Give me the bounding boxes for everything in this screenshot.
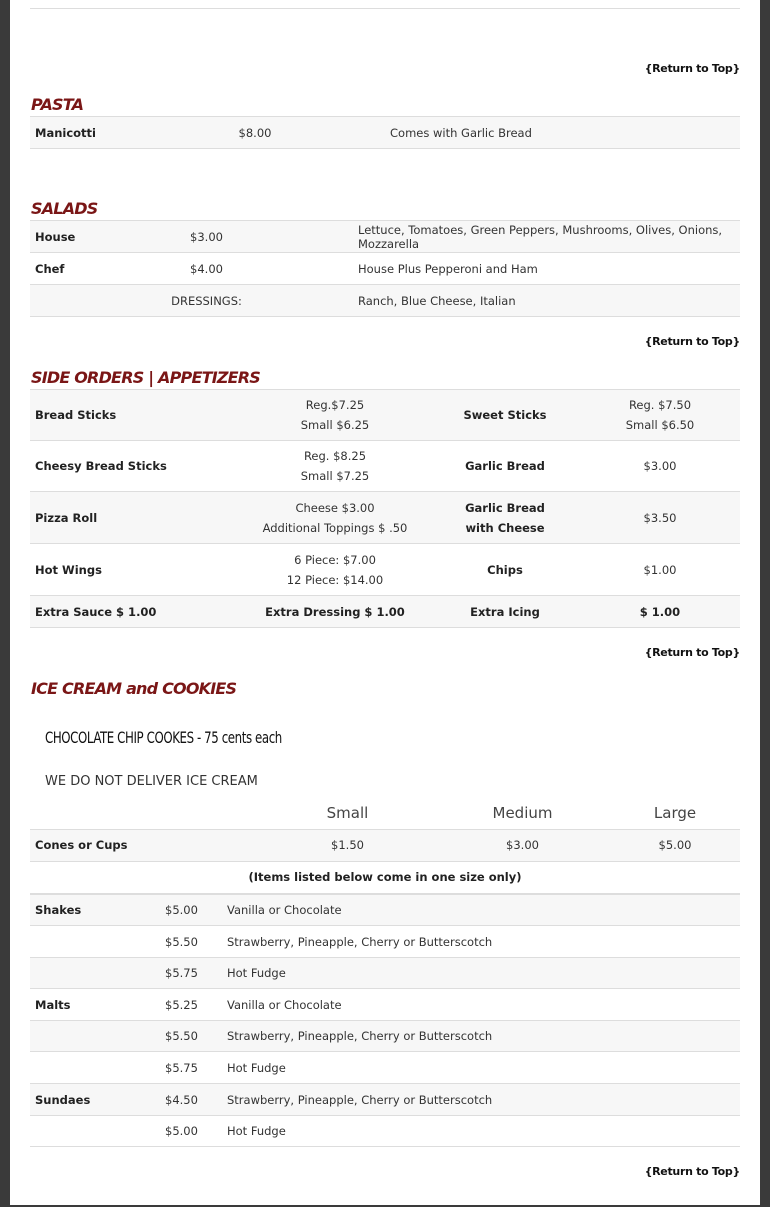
item-desc: Comes with Garlic Bread [360,117,740,149]
dressings-list: Ranch, Blue Cheese, Italian [258,285,740,317]
size-large: Large [653,803,697,822]
price-medium: $3.00 [435,829,610,861]
item-name: Malts [30,989,160,1021]
item-price: $3.00 [155,221,258,253]
extra-icing: Extra Icing [430,596,580,628]
item-name: Shakes [30,895,160,926]
item-desc: Strawberry, Pineapple, Cherry or Butterscotch [222,1084,740,1116]
item-price: $8.00 [150,117,360,149]
icecream-items-table [30,894,740,1147]
extra-icing-price: $ 1.00 [580,596,740,628]
table-row [30,596,740,628]
cookies-note: CHOCOLATE CHIP COOKES - 75 cents each [45,728,282,747]
item-price: $5.75 [160,1052,222,1084]
item-price: 6 Piece: $7.00 12 Piece: $14.00 [240,544,430,596]
table-row [30,829,740,861]
item-name: Chef [30,253,155,285]
item-desc: Lettuce, Tomatoes, Green Peppers, Mushrooms, Olives, Onions, Mozzarella [258,221,740,253]
item-desc: Hot Fudge [222,1052,740,1084]
item-name-2: Garlic Bread [430,441,580,492]
section-title-icecream: ICE CREAM and COOKIES [31,679,237,698]
item-name-2: Sweet Sticks [430,390,580,441]
item-price: $4.50 [160,1084,222,1116]
table-row [30,441,740,492]
item-price: $5.00 [160,895,222,926]
table-row [30,1116,740,1147]
item-desc: House Plus Pepperoni and Ham [258,253,740,285]
item-desc: Hot Fudge [222,958,740,989]
size-header-row [30,797,740,829]
return-to-top-link[interactable]: {Return to Top} [644,335,740,348]
item-price: $5.50 [160,1021,222,1052]
section-title-salads: SALADS [31,199,98,218]
no-delivery-note: WE DO NOT DELIVER ICE CREAM [45,774,258,789]
table-row [30,390,740,441]
item-name [30,1052,160,1084]
item-desc: Hot Fudge [222,1116,740,1147]
item-name [30,926,160,958]
return-to-top-link[interactable]: {Return to Top} [644,646,740,659]
table-row [30,544,740,596]
table-row [30,1052,740,1084]
return-to-top-link[interactable]: {Return to Top} [644,62,740,75]
item-name [30,1116,160,1147]
item-desc: Strawberry, Pineapple, Cherry or Butterscotch [222,1021,740,1052]
salads-table [30,220,740,317]
item-price-2: $3.50 [580,492,740,544]
item-name: Sundaes [30,1084,160,1116]
table-row [30,861,740,893]
item-name [30,958,160,989]
item-desc: Vanilla or Chocolate [222,895,740,926]
item-price: $5.75 [160,958,222,989]
return-to-top-link[interactable]: {Return to Top} [644,1165,740,1178]
section-title-pasta: PASTA [31,95,84,114]
table-row [30,492,740,544]
extra-dressing: Extra Dressing $ 1.00 [240,596,430,628]
table-row [30,117,740,149]
cones-table [30,797,740,894]
item-name: Hot Wings [30,544,240,596]
pasta-table [30,116,740,149]
item-price-2: $3.00 [580,441,740,492]
item-name-2: Chips [430,544,580,596]
table-row [30,989,740,1021]
item-price-2: $1.00 [580,544,740,596]
item-price: $4.00 [155,253,258,285]
sides-table [30,389,740,628]
item-name [30,1021,160,1052]
divider [30,0,740,9]
table-row [30,1021,740,1052]
item-price: Reg. $8.25 Small $7.25 [240,441,430,492]
table-row [30,895,740,926]
table-row [30,221,740,253]
item-price: $5.50 [160,926,222,958]
one-size-note: (Items listed below come in one size only) [30,861,740,893]
item-price: Cheese $3.00 Additional Toppings $ .50 [240,492,430,544]
size-medium: Medium [492,803,553,822]
item-desc: Vanilla or Chocolate [222,989,740,1021]
item-price: $5.25 [160,989,222,1021]
price-small: $1.50 [260,829,435,861]
table-row [30,958,740,989]
item-name: Manicotti [30,117,150,149]
section-title-sides: SIDE ORDERS | APPETIZERS [31,368,261,387]
item-price: $5.00 [160,1116,222,1147]
item-desc: Strawberry, Pineapple, Cherry or Butterscotch [222,926,740,958]
extra-sauce: Extra Sauce $ 1.00 [30,596,240,628]
item-name: Cheesy Bread Sticks [30,441,240,492]
item-name-2: Garlic Bread with Cheese [430,492,580,544]
menu-page [10,0,760,1205]
item-name: Cones or Cups [30,829,260,861]
item-price-2: Reg. $7.50 Small $6.50 [580,390,740,441]
table-row [30,1084,740,1116]
size-small: Small [326,803,369,822]
table-row [30,285,740,317]
item-price: Reg.$7.25 Small $6.25 [240,390,430,441]
item-name: Bread Sticks [30,390,240,441]
price-large: $5.00 [610,829,740,861]
item-name: Pizza Roll [30,492,240,544]
item-name: House [30,221,155,253]
table-row [30,253,740,285]
dressings-label: DRESSINGS: [155,285,258,317]
table-row [30,926,740,958]
